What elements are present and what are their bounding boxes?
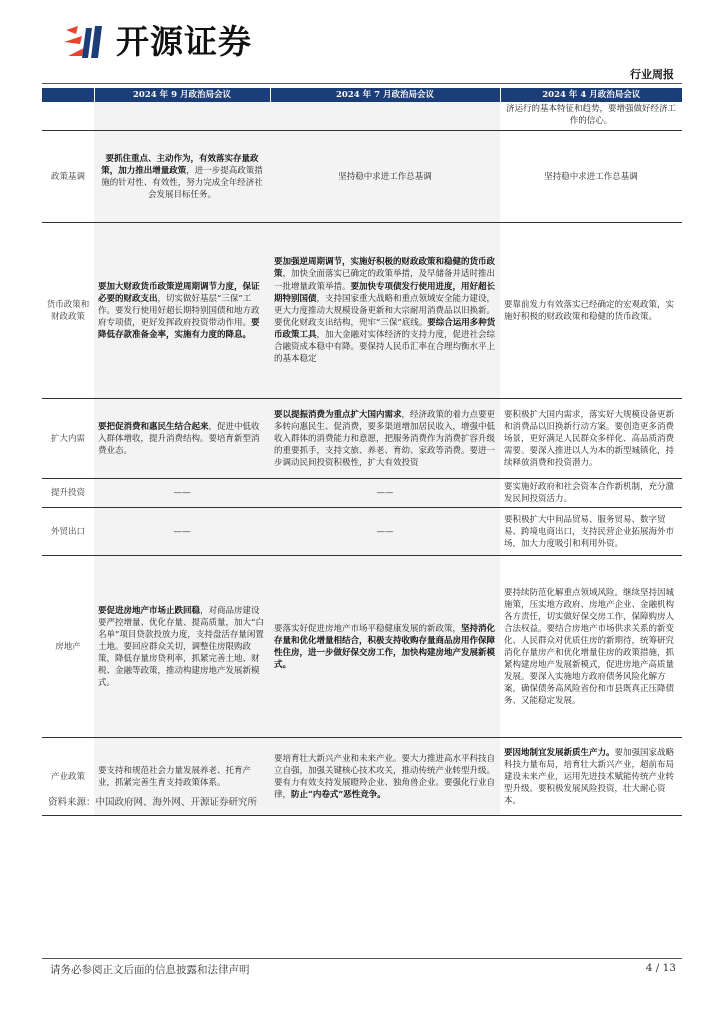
cell-jul xyxy=(270,223,500,399)
table-row-carryover xyxy=(42,102,682,131)
cell-apr: 济运行的基本特征和趋势，要增强做好经济工作的信心。 xyxy=(500,102,682,131)
table-row xyxy=(42,223,682,399)
row-category: 产业政策 xyxy=(42,738,94,816)
body-text: 坚持稳中求进工作总基调 xyxy=(338,171,432,182)
footer-divider xyxy=(42,958,682,959)
cell-jul xyxy=(270,131,500,223)
table-row xyxy=(42,131,682,223)
body-text: 要持续防范化解重点领域风险。继续坚持因城施策，压实地方政府、房地产企业、金融机构各方责任，切实做好保交房工作，保障购房人合法权益。要结合房地产市场供求关系的新变化、人民群众对优质住房的新期待，统筹研究消化存量房产和优化增量住房的政策措施，抓紧构建房地产发展新模式，促进房地产高质量发展。要深入实施地方政府债务风险化解方案，确保债务高风险省份和市县既真正压降债务、又能稳定发展。 xyxy=(504,587,675,707)
body-text: 要靠前发力有效落实已经确定的宏观政策，实施好积极的财政政策和稳健的货币政策。 xyxy=(504,299,675,322)
header-divider xyxy=(42,83,682,84)
company-logo xyxy=(62,20,252,64)
header-cell-jul: 2024 年 7 月政治局会议 xyxy=(270,88,500,102)
header-cell-sep: 2024 年 9 月政治局会议 xyxy=(94,88,270,102)
body-text: 要积极扩大中间品贸易、服务贸易、数字贸易、跨境电商出口，支持民营企业拓展海外市场，加大力度吸引和利用外资。 xyxy=(504,514,675,549)
emphasis-text: 要以提振消费为重点扩大国内需求 xyxy=(274,409,402,420)
body-text: ，经济政策的着力点要更多转向惠民生、促消费，要多渠道增加居民收入，增强中低收入群体的消费能力和意愿，把服务消费作为消费扩容升级的重要抓手，支持文旅、养老、育幼、家政等消费。要进一步调动民间投资积极性，扩大有效投资 xyxy=(274,409,496,468)
emphasis-text: 要因地制宜发展新质生产力。 xyxy=(504,747,615,758)
cell-sep xyxy=(94,131,270,223)
section-label: 行业周报 xyxy=(630,68,674,81)
body-text: —— xyxy=(376,488,394,499)
policy-comparison-table xyxy=(42,88,682,816)
body-text: 要支持和规范社会力量发展养老、托育产业，抓紧完善生育支持政策体系。 xyxy=(98,765,252,788)
cell-sep xyxy=(94,556,270,738)
emphasis-text: 要加快专项债发行使用进度，用好超长期特别国债 xyxy=(274,281,496,304)
cell-jul xyxy=(270,556,500,738)
table-row xyxy=(42,399,682,479)
cell-sep xyxy=(94,479,270,508)
row-category: 外贸出口 xyxy=(42,508,94,556)
header-cell-apr: 2024 年 4 月政治局会议 xyxy=(500,88,682,102)
cell-jul xyxy=(270,508,500,556)
cell-apr xyxy=(500,738,682,816)
body-text: —— xyxy=(173,526,191,537)
page-number: 4 / 13 xyxy=(645,962,676,974)
header-cell-blank xyxy=(42,88,94,102)
cell-sep xyxy=(94,399,270,479)
disclaimer-text: 请务必参阅正文后面的信息披露和法律声明 xyxy=(50,964,250,976)
body-text: ，促进中低收入群体增收，提升消费结构。要培育新型消费业态。 xyxy=(98,421,260,456)
row-category: 政策基调 xyxy=(42,131,94,223)
row-category: 货币政策和财政政策 xyxy=(42,223,94,399)
emphasis-text: 坚持消化存量和优化增量相结合，积极支持收购存量商品房用作保障性住房，进一步做好保交房工作，加快构建房地产发展新模式。 xyxy=(274,623,496,670)
cell-jul xyxy=(270,399,500,479)
emphasis-text: 要综合运用多种货币政策工具 xyxy=(274,317,496,340)
body-text: 要实施好政府和社会资本合作新机制，充分激发民间投资活力。 xyxy=(504,482,675,505)
body-text: 坚持稳中求进工作总基调 xyxy=(544,171,638,182)
table-row xyxy=(42,479,682,508)
cell-sep xyxy=(94,102,270,131)
cell-apr xyxy=(500,223,682,399)
body-text: ，切实做好基层“三保”工作。要发行使用好超长期特别国债和地方政府专项债，更好发挥政府投资带动作用。 xyxy=(98,293,260,328)
emphasis-text: 要抓住重点、主动作为，有效落实存量政策，加力推出增量政策 xyxy=(101,153,259,176)
cell-jul xyxy=(270,479,500,508)
cell-jul xyxy=(270,102,500,131)
row-category: 提升投资 xyxy=(42,479,94,508)
cell-sep xyxy=(94,508,270,556)
row-category xyxy=(42,102,94,131)
cell-apr xyxy=(500,479,682,508)
body-text: ，加大金融对实体经济的支持力度，促进社会综合融资成本稳中有降。要保持人民币汇率在合理均衡水平上的基本稳定 xyxy=(274,329,496,364)
body-text: —— xyxy=(376,526,394,537)
source-note: 资料来源：中国政府网、海外网、开源证券研究所 xyxy=(48,797,258,808)
emphasis-text: 要促进房地产市场止跌回稳 xyxy=(98,605,201,616)
emphasis-text: 要把促消费和惠民生结合起来 xyxy=(98,421,209,432)
row-category: 扩大内需 xyxy=(42,399,94,479)
body-text: ，对商品房建设要严控增量、优化存量、提高质量，加大“白名单”项目贷款投放力度，支持盘活存量闲置土地。要回应群众关切，调整住房限购政策，降低存量房贷利率，抓紧完善土地、财税、金融等政策，推动构建房地产发展新模式。 xyxy=(98,605,264,688)
logo-text: 开源证券 xyxy=(116,22,252,61)
emphasis-text: 要加强逆周期调节，实施好积极的财政政策和稳健的货币政策 xyxy=(274,257,496,280)
body-text: 要培育壮大新兴产业和未来产业。要大力推进高水平科技自立自强，加强关键核心技术攻关，推动传统产业转型升级。要有力有效支持发展瞪羚企业、独角兽企业。要强化行业自律， xyxy=(274,753,496,800)
body-text: ，进一步提高政策措施的针对性、有效性，努力完成全年经济社会发展目标任务。 xyxy=(101,165,263,200)
body-text: —— xyxy=(173,488,191,499)
cell-apr xyxy=(500,556,682,738)
body-text: 要积极扩大国内需求，落实好大规模设备更新和消费品以旧换新行动方案。要创造更多消费场景，更好满足人民群众多样化、高品质消费需要。要深入推进以人为本的新型城镇化，持续释放消费和投资潜力。 xyxy=(504,409,675,468)
cell-jul xyxy=(270,738,500,816)
cell-apr xyxy=(500,508,682,556)
cell-apr xyxy=(500,131,682,223)
emphasis-text: 防止“内卷式”恶性竞争。 xyxy=(291,789,386,800)
logo-mark-icon xyxy=(62,22,108,62)
body-text: ，支持国家重大战略和重点领域安全能力建设，更大力度推动大规模设备更新和大宗耐用消费品以旧换新。要优化财政支出结构，兜牢“三保”底线。 xyxy=(274,293,496,328)
emphasis-text: 要加大财政货币政策逆周期调节力度，保证必要的财政支出 xyxy=(98,281,260,304)
body-text: 要落实好促进房地产市场平稳健康发展的新政策， xyxy=(274,623,462,634)
table-row xyxy=(42,556,682,738)
cell-sep xyxy=(94,223,270,399)
cell-apr xyxy=(500,399,682,479)
table-row xyxy=(42,508,682,556)
table-header-row xyxy=(42,88,682,102)
body-text: ，加快全面落实已确定的政策举措，及早储备并适时推出一批增量政策举措。 xyxy=(274,269,496,292)
emphasis-text: 要降低存款准备金率，实施有力度的降息。 xyxy=(98,317,260,340)
row-category: 房地产 xyxy=(42,556,94,738)
body-text: 要加强国家战略科技力量布局，培育壮大新兴产业，超前布局建设未来产业，运用先进技术赋能传统产业转型升级。要积极发展风险投资，壮大耐心资本。 xyxy=(504,747,675,806)
